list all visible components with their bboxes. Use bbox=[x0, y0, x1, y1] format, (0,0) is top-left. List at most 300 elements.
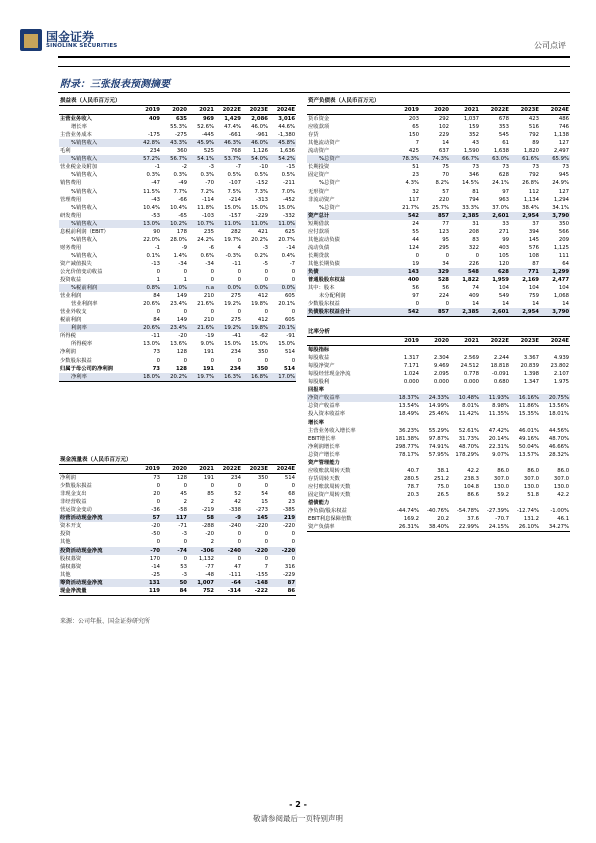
value-cell: 46.0% bbox=[251, 124, 268, 131]
value-cell: 0.2% bbox=[254, 252, 268, 259]
row-label: 财务费用 bbox=[60, 244, 82, 251]
table-row bbox=[307, 260, 570, 268]
value-cell: 1,007 bbox=[188, 579, 215, 587]
value-cell: 95 bbox=[442, 236, 449, 243]
value-cell: 26.5 bbox=[437, 491, 449, 498]
value-cell: 1,037 bbox=[463, 116, 479, 123]
year-header: 2023E bbox=[242, 465, 269, 474]
value-cell: 0 bbox=[156, 268, 160, 275]
value-cell: -11 bbox=[232, 260, 241, 267]
row-label: 利润率 bbox=[59, 324, 134, 332]
value-cell: -220 bbox=[282, 523, 296, 530]
table-row bbox=[59, 171, 296, 179]
value-cell bbox=[420, 346, 450, 355]
value-cell: 542 bbox=[390, 308, 420, 317]
value-cell: 2,477 bbox=[552, 277, 570, 284]
value-cell: 545 bbox=[498, 132, 509, 139]
value-cell: 86.0 bbox=[557, 467, 570, 474]
value-cell: 0 bbox=[237, 309, 241, 316]
value-cell: 104 bbox=[558, 285, 570, 292]
value-cell: 26.10% bbox=[510, 523, 540, 532]
table-row bbox=[59, 260, 296, 268]
value-cell: 0.680 bbox=[493, 379, 509, 386]
value-cell: 857 bbox=[420, 212, 450, 220]
row-label: 营业税金及附加 bbox=[60, 164, 98, 171]
value-cell: 353 bbox=[498, 124, 509, 131]
value-cell bbox=[480, 346, 510, 355]
value-cell: 45.9% bbox=[188, 139, 215, 147]
logo-text-cn: 国金证券 bbox=[46, 30, 95, 44]
value-cell: 24.512 bbox=[460, 363, 479, 370]
table-row bbox=[59, 579, 296, 587]
value-cell: 32 bbox=[412, 188, 419, 195]
value-cell: 13.0% bbox=[134, 220, 161, 228]
value-cell: 191 bbox=[202, 365, 214, 372]
value-cell: 1.398 bbox=[523, 371, 539, 378]
row-label: %总资产 bbox=[319, 180, 340, 187]
value-cell: 2,497 bbox=[553, 148, 570, 155]
value-cell: 13.54% bbox=[398, 403, 419, 410]
value-cell: 0 bbox=[291, 483, 296, 490]
value-cell: 210 bbox=[203, 317, 214, 324]
value-cell: 14.5% bbox=[462, 180, 479, 187]
value-cell: 19.2% bbox=[215, 324, 242, 332]
value-cell: 0 bbox=[415, 301, 419, 308]
value-cell: 2 bbox=[183, 499, 187, 506]
value-cell: 0 bbox=[210, 309, 214, 316]
value-cell: 130.0 bbox=[493, 483, 509, 490]
value-cell: 625 bbox=[284, 228, 296, 235]
value-cell: 49.16% bbox=[518, 435, 539, 442]
value-cell: 28.32% bbox=[548, 451, 570, 458]
value-cell: -175 bbox=[147, 132, 160, 139]
page-header bbox=[0, 0, 596, 60]
value-cell: -445 bbox=[201, 132, 214, 139]
value-cell: 566 bbox=[558, 228, 570, 235]
value-cell: 84 bbox=[161, 587, 188, 596]
value-cell: 99 bbox=[502, 236, 509, 243]
value-cell bbox=[420, 386, 450, 394]
table-row bbox=[59, 308, 296, 316]
value-cell: 307.0 bbox=[493, 475, 509, 482]
value-cell: 11.86% bbox=[518, 403, 539, 410]
table-row bbox=[59, 571, 296, 579]
value-cell: 78.3% bbox=[390, 155, 420, 163]
table-row bbox=[307, 362, 570, 370]
table-row bbox=[59, 115, 296, 124]
table-row bbox=[59, 587, 296, 596]
value-cell: 0.778 bbox=[463, 371, 479, 378]
value-cell: 637 bbox=[438, 148, 449, 155]
value-cell: 33 bbox=[502, 220, 509, 227]
value-cell: 84 bbox=[153, 317, 160, 324]
value-cell: -338 bbox=[228, 507, 241, 514]
value-cell: 298.77% bbox=[395, 443, 419, 450]
value-cell: 18.49% bbox=[398, 411, 419, 418]
row-label: 非现金支出 bbox=[60, 491, 87, 498]
value-cell: 2.107 bbox=[553, 371, 570, 378]
value-cell: 1,299 bbox=[540, 268, 570, 276]
value-cell: 19.8% bbox=[242, 324, 269, 332]
value-cell: -48 bbox=[205, 571, 214, 578]
value-cell: 10.7% bbox=[188, 220, 215, 228]
row-label: 投资收益 bbox=[60, 277, 82, 284]
value-cell: 57.95% bbox=[428, 451, 449, 458]
value-cell: -220 bbox=[255, 523, 268, 530]
value-cell: 2,086 bbox=[251, 116, 268, 123]
value-cell: 86.0 bbox=[527, 467, 539, 474]
value-cell: 20.2% bbox=[161, 373, 188, 382]
value-cell: 83 bbox=[472, 236, 479, 243]
table-row bbox=[307, 147, 570, 155]
title-bottom-rule bbox=[58, 92, 570, 93]
value-cell: 945 bbox=[558, 172, 570, 179]
value-cell: 38.4% bbox=[522, 204, 539, 211]
value-cell: 11.0% bbox=[269, 220, 296, 228]
row-label: 无形资产 bbox=[308, 188, 330, 195]
value-cell: 1,132 bbox=[198, 555, 214, 562]
table-row bbox=[307, 284, 570, 292]
value-cell: 178 bbox=[176, 228, 187, 235]
row-label: 其他长期负债 bbox=[308, 260, 340, 267]
value-cell: 0 bbox=[210, 277, 214, 284]
table-row bbox=[59, 155, 296, 163]
row-label: 未分配利润 bbox=[319, 293, 346, 300]
value-cell: 47.4% bbox=[224, 124, 241, 131]
value-cell: 0.000 bbox=[403, 379, 419, 386]
value-cell: 0 bbox=[237, 483, 241, 490]
value-cell: 528 bbox=[437, 277, 449, 284]
value-cell: 104.8 bbox=[463, 483, 479, 490]
row-label: 筹资活动现金净流 bbox=[59, 579, 134, 587]
value-cell: 52.6% bbox=[197, 124, 214, 131]
value-cell: 34.27% bbox=[540, 523, 570, 532]
value-cell: 15.0% bbox=[278, 341, 296, 348]
value-cell: 0 bbox=[183, 357, 187, 364]
value-cell: 178.29% bbox=[455, 451, 479, 458]
row-label: 经营活动现金净流 bbox=[59, 514, 134, 522]
table-title: 损益表（人民币百万元） bbox=[60, 98, 121, 104]
table-row bbox=[307, 483, 570, 491]
value-cell bbox=[480, 386, 510, 394]
value-cell: 2,169 bbox=[522, 277, 539, 284]
value-cell: -10 bbox=[259, 164, 268, 171]
value-cell: 11.0% bbox=[215, 220, 242, 228]
value-cell: 20.6% bbox=[143, 301, 160, 308]
value-cell bbox=[450, 499, 480, 507]
table-row bbox=[59, 340, 296, 348]
value-cell bbox=[540, 419, 570, 427]
row-label: 主营业务收入 bbox=[60, 116, 92, 123]
page-number: - 2 - bbox=[289, 800, 307, 809]
table-row bbox=[307, 139, 570, 147]
value-cell: 0 bbox=[291, 277, 296, 284]
value-cell: 66.7% bbox=[450, 155, 480, 163]
value-cell: -14 bbox=[151, 563, 160, 570]
table-row bbox=[59, 498, 296, 506]
value-cell: -62 bbox=[259, 333, 268, 340]
year-header: 2020 bbox=[161, 465, 188, 474]
value-cell: 2,385 bbox=[450, 212, 480, 220]
value-cell: 209 bbox=[558, 236, 570, 243]
value-cell: 20.7% bbox=[278, 236, 296, 243]
value-cell bbox=[540, 459, 570, 467]
table-title: 资产负债表（人民币百万元） bbox=[308, 98, 380, 104]
value-cell: 23.4% bbox=[170, 301, 187, 308]
value-cell bbox=[510, 419, 540, 427]
value-cell: 3.367 bbox=[523, 355, 539, 362]
row-label: 净利润 bbox=[60, 475, 76, 482]
value-cell: -240 bbox=[215, 547, 242, 555]
value-cell: 53.7% bbox=[215, 155, 242, 163]
value-cell: 40.7 bbox=[407, 467, 419, 474]
value-cell: 1,125 bbox=[553, 244, 570, 251]
value-cell: 516 bbox=[528, 124, 539, 131]
table-row bbox=[59, 163, 296, 171]
value-cell: -20 bbox=[178, 333, 187, 340]
value-cell: 352 bbox=[468, 132, 479, 139]
value-cell: -152 bbox=[255, 180, 268, 187]
value-cell: 0.6% bbox=[200, 252, 214, 259]
value-cell: -11 bbox=[151, 333, 160, 340]
value-cell: 752 bbox=[188, 587, 215, 596]
row-label: 所得税率 bbox=[71, 341, 93, 348]
value-cell: 56 bbox=[442, 285, 449, 292]
value-cell: 3,790 bbox=[540, 308, 570, 317]
value-cell: -240 bbox=[228, 523, 241, 530]
row-label: 总资产增长率 bbox=[308, 451, 340, 458]
table-row bbox=[307, 252, 570, 260]
value-cell bbox=[134, 123, 161, 131]
year-header: 2019 bbox=[390, 106, 420, 115]
row-label: EBIT增长率 bbox=[308, 435, 336, 442]
value-cell: 409 bbox=[468, 293, 479, 300]
value-cell: 14 bbox=[562, 301, 570, 308]
value-cell: 143 bbox=[390, 268, 420, 276]
year-header: 2021 bbox=[188, 106, 215, 115]
value-cell: 1,636 bbox=[279, 148, 296, 155]
value-cell: 73 bbox=[562, 164, 570, 171]
year-header: 2022E bbox=[480, 106, 510, 115]
value-cell: 24.1% bbox=[492, 180, 509, 187]
value-cell: 0 bbox=[183, 539, 187, 546]
table-row bbox=[59, 268, 296, 276]
value-cell: 1.347 bbox=[523, 379, 539, 386]
value-cell: 0 bbox=[291, 268, 296, 275]
value-cell: 22.0% bbox=[143, 236, 160, 243]
value-cell: 181.38% bbox=[395, 435, 419, 442]
value-cell: 131 bbox=[134, 579, 161, 587]
value-cell: 0 bbox=[156, 483, 160, 490]
value-cell: 17.0% bbox=[269, 373, 296, 382]
value-cell: -222 bbox=[242, 587, 269, 596]
value-cell: 322 bbox=[468, 244, 479, 251]
table-row bbox=[307, 236, 570, 244]
value-cell: 14 bbox=[532, 301, 539, 308]
value-cell: 1,590 bbox=[463, 148, 479, 155]
value-cell: 117 bbox=[408, 196, 419, 203]
value-cell: 108 bbox=[528, 252, 539, 259]
value-cell: 57.2% bbox=[134, 155, 161, 163]
value-cell: 11.93% bbox=[480, 394, 510, 402]
value-cell: -211 bbox=[283, 180, 296, 187]
value-cell: -7 bbox=[289, 260, 296, 267]
value-cell: 128 bbox=[176, 475, 187, 482]
value-cell: 50.04% bbox=[518, 443, 539, 450]
value-cell: 7.7% bbox=[173, 188, 187, 195]
row-label: 净负债/股东权益 bbox=[308, 508, 347, 515]
value-cell: 20.14% bbox=[488, 435, 509, 442]
table-row bbox=[59, 530, 296, 538]
row-label: 其他 bbox=[60, 571, 71, 578]
year-header: 2019 bbox=[134, 465, 161, 474]
value-cell: 21.6% bbox=[197, 301, 214, 308]
value-cell: -58 bbox=[178, 507, 187, 514]
row-label: 每股净资产 bbox=[308, 363, 335, 370]
value-cell bbox=[540, 346, 570, 355]
value-cell: 45 bbox=[180, 491, 187, 498]
value-cell: 11.35% bbox=[488, 411, 509, 418]
value-cell: 2.095 bbox=[433, 371, 449, 378]
value-cell: 3,016 bbox=[278, 116, 296, 123]
row-label: 增长率 bbox=[71, 124, 87, 131]
value-cell: 1,638 bbox=[493, 148, 509, 155]
table-row bbox=[307, 427, 570, 435]
value-cell: 235 bbox=[203, 228, 214, 235]
value-cell: 329 bbox=[420, 268, 450, 276]
value-cell: 0.8% bbox=[134, 284, 161, 292]
value-cell: -3 bbox=[181, 571, 187, 578]
value-cell: 24.9% bbox=[552, 180, 570, 187]
row-label: 固定资产周转天数 bbox=[308, 491, 351, 498]
table-row bbox=[59, 522, 296, 530]
value-cell: -53 bbox=[151, 212, 160, 219]
value-cell: 794 bbox=[468, 196, 479, 203]
value-cell: 0 bbox=[264, 555, 268, 562]
value-cell: 0 bbox=[237, 531, 241, 538]
row-label: 负债股东权益合计 bbox=[307, 308, 390, 317]
value-cell: 97 bbox=[502, 188, 509, 195]
value-cell: -50 bbox=[151, 531, 160, 538]
value-cell: 605 bbox=[284, 293, 296, 300]
value-cell: 10.4% bbox=[143, 204, 160, 211]
value-cell bbox=[510, 386, 540, 394]
table-row bbox=[307, 131, 570, 139]
table-row bbox=[307, 179, 570, 187]
value-cell: n.a bbox=[188, 284, 215, 292]
table-row bbox=[59, 236, 296, 244]
value-cell: 514 bbox=[284, 365, 296, 372]
table-row bbox=[59, 547, 296, 555]
value-cell: 7.2% bbox=[200, 188, 214, 195]
value-cell: 117 bbox=[161, 514, 188, 522]
row-label: 非流动资产 bbox=[308, 196, 335, 203]
value-cell: 70 bbox=[442, 172, 449, 179]
value-cell: 20.75% bbox=[540, 394, 570, 402]
value-cell: 87 bbox=[269, 579, 296, 587]
table-row bbox=[59, 212, 296, 220]
document-type: 公司点评 bbox=[534, 41, 566, 50]
value-cell: 0.3% bbox=[146, 172, 160, 179]
value-cell: 350 bbox=[257, 475, 268, 482]
value-cell: -306 bbox=[188, 547, 215, 555]
value-cell: 34 bbox=[442, 260, 449, 267]
value-cell: 123 bbox=[438, 228, 449, 235]
row-label: 资产减值损失 bbox=[60, 260, 92, 267]
value-cell: 11.42% bbox=[458, 411, 479, 418]
table-row bbox=[59, 196, 296, 204]
value-cell: -5 bbox=[262, 260, 268, 267]
value-cell: 24.2% bbox=[197, 236, 214, 243]
value-cell: 346 bbox=[468, 172, 479, 179]
value-cell: 7.171 bbox=[403, 363, 419, 370]
value-cell: 73 bbox=[153, 475, 160, 482]
value-cell: 42.8% bbox=[134, 139, 161, 147]
value-cell: 59.2 bbox=[497, 491, 509, 498]
value-cell: 15.0% bbox=[224, 204, 241, 211]
table-row bbox=[59, 276, 296, 284]
row-label: 每股指标 bbox=[308, 347, 330, 354]
value-cell: 119 bbox=[134, 587, 161, 596]
value-cell: 963 bbox=[498, 196, 509, 203]
value-cell: -12.74% bbox=[516, 508, 539, 515]
value-cell: 969 bbox=[202, 116, 214, 123]
value-cell: 0.1% bbox=[146, 252, 160, 259]
row-label bbox=[307, 337, 390, 346]
value-cell: 0.0% bbox=[269, 284, 296, 292]
table-row bbox=[307, 308, 570, 317]
row-label: %税前利润 bbox=[59, 284, 134, 292]
value-cell: 0 bbox=[210, 483, 214, 490]
value-cell: 86.0 bbox=[497, 467, 509, 474]
table-row bbox=[307, 220, 570, 228]
table-row bbox=[307, 244, 570, 252]
value-cell bbox=[480, 419, 510, 427]
value-cell: 104 bbox=[528, 285, 539, 292]
value-cell: 120 bbox=[498, 260, 509, 267]
value-cell: 792 bbox=[528, 172, 539, 179]
value-cell: 2019 bbox=[390, 337, 420, 346]
table-row bbox=[59, 506, 296, 514]
value-cell: 768 bbox=[230, 148, 241, 155]
header-label-cell bbox=[59, 465, 134, 474]
value-cell: 628 bbox=[498, 172, 509, 179]
value-cell: 34.1% bbox=[552, 204, 570, 211]
value-cell: 38.40% bbox=[420, 523, 450, 532]
value-cell: 97 bbox=[412, 293, 419, 300]
value-cell: 275 bbox=[230, 293, 241, 300]
value-cell: 42.2 bbox=[467, 467, 479, 474]
value-cell bbox=[390, 459, 420, 467]
value-cell: 0 bbox=[291, 531, 296, 538]
value-cell: 19.8% bbox=[251, 301, 268, 308]
value-cell: -1,380 bbox=[277, 132, 296, 139]
value-cell: 0 bbox=[291, 309, 296, 316]
value-cell: 2021 bbox=[450, 337, 480, 346]
year-header: 2020 bbox=[420, 106, 450, 115]
value-cell: 412 bbox=[257, 293, 268, 300]
row-label: 净利润增长率 bbox=[308, 443, 340, 450]
row-label: 应收账款周转天数 bbox=[308, 467, 351, 474]
table-row bbox=[307, 386, 570, 394]
value-cell: 9.0% bbox=[200, 341, 214, 348]
value-cell: 0.0% bbox=[242, 284, 269, 292]
row-label: 现金净流量 bbox=[59, 587, 134, 596]
value-cell: 1,822 bbox=[462, 277, 479, 284]
value-cell: 145 bbox=[242, 514, 269, 522]
table-row bbox=[59, 252, 296, 260]
value-cell: 0 bbox=[237, 268, 241, 275]
